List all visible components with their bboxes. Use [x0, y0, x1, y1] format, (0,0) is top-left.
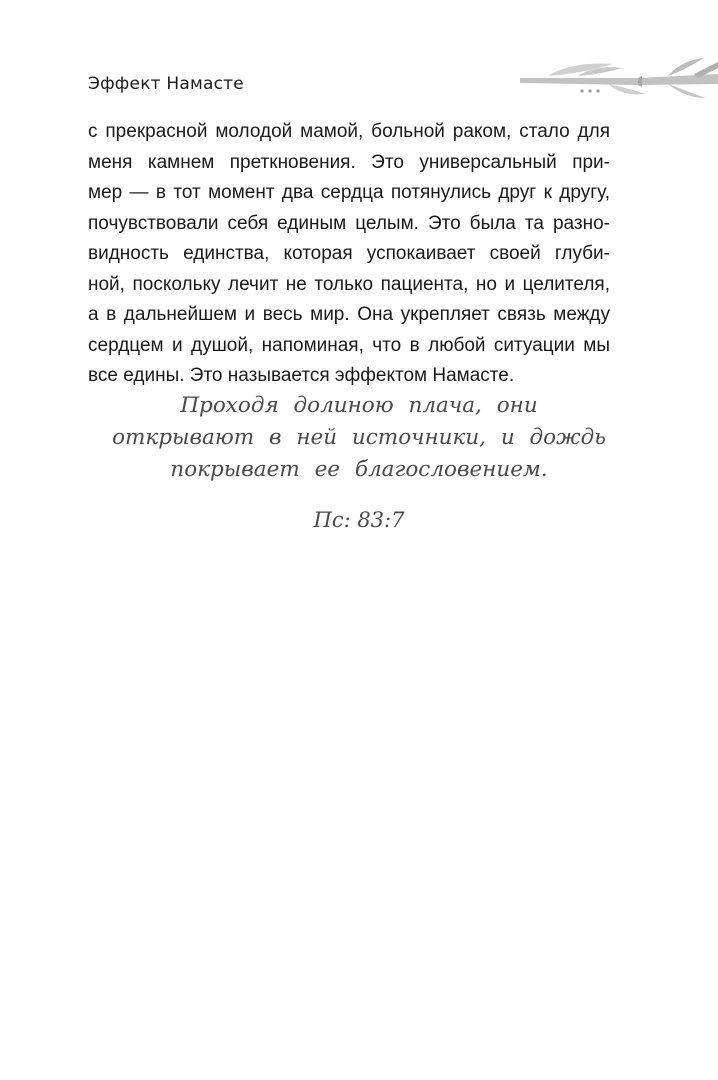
- epigraph-source: Пс: 83:7: [313, 508, 405, 532]
- bamboo-branch-icon: [518, 54, 718, 104]
- body-line: а в дальнейшем и весь мир. Она укрепляет связь между: [88, 304, 610, 325]
- body-line: с прекрасной молодой мамой, больной раком, стало для: [88, 121, 610, 142]
- body-line: мер — в тот момент два сердца потянулись друг к другу,: [88, 182, 610, 203]
- body-line: ной, поскольку лечит не только пациента, но и целителя,: [88, 273, 610, 295]
- epigraph-line: Проходя долиною плача, они: [180, 393, 538, 418]
- epigraph-quote: [0, 390, 718, 486]
- epigraph-line: покрывает ее благословением.: [170, 457, 548, 482]
- body-line: все едины. Это называется эффектом Намасте.: [88, 365, 515, 386]
- epigraph-line: открывают в ней источники, и дождь: [112, 425, 606, 450]
- body-line: меня камнем преткновения. Это универсальный при-: [88, 151, 610, 173]
- body-line: видность единства, которая успокаивает своей глуби-: [88, 243, 610, 264]
- body-paragraph: [88, 117, 610, 392]
- body-line: сердцем и душой, напоминая, что в любой ситуации мы: [88, 334, 610, 356]
- running-title: Эффект Намасте: [88, 74, 244, 94]
- body-line: почувствовали себя единым целым. Это была та разно-: [88, 212, 610, 234]
